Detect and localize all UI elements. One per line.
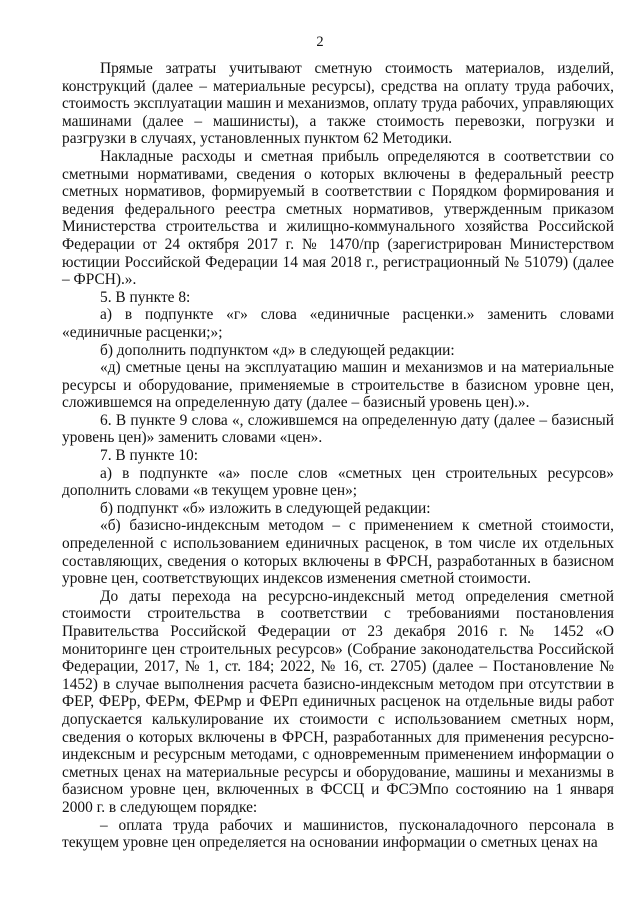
paragraph: «б) базисно-индексным методом – с применением к сметной стоимости, определенной с использованием единичных расценок, в том числе их отдельных составляющих, сведения о которых включены в ФРСН, разработанных в базисном уровне цен, соответствующих индексов изменения сметной стоимости. [62, 517, 614, 588]
document-body [62, 60, 614, 852]
paragraph: – оплата труда рабочих и машинистов, пусконаладочного персонала в текущем уровне цен определяется на основании информации о сметных ценах на [62, 816, 614, 852]
paragraph: б) дополнить подпунктом «д» в следующей редакции: [100, 341, 455, 359]
paragraph: «д) сметные цены на эксплуатацию машин и механизмов и на материальные ресурсы и оборудование, применяемые в строительстве в базисном уровне цен, сложившемся на определенную дату (далее – базисный уровень цен).». [62, 359, 614, 412]
paragraph: а) в подпункте «г» слова «единичные расценки.» заменить словами «единичные расценки;»; [62, 306, 614, 341]
paragraph: а) в подпункте «а» после слов «сметных цен строительных ресурсов» дополнить словами «в текущем уровне цен»; [62, 464, 614, 500]
paragraph: б) подпункт «б» изложить в следующей редакции: [100, 499, 431, 517]
paragraph: 5. В пункте 8: [100, 288, 191, 306]
page-number: 2 [316, 34, 324, 50]
paragraph: Прямые затраты учитывают сметную стоимость материалов, изделий, конструкций (далее – материальные ресурсы), средства на оплату труда рабочих, стоимость эксплуатации машин и механизмов, оплату труда рабочих, управляющих машинами (далее – машинисты), а также стоимость перевозки, погрузки и разгрузки в случаях, установленных пунктом 62 Методики. [62, 60, 614, 148]
paragraph: 7. В пункте 10: [100, 447, 199, 465]
paragraph: 6. В пункте 9 слова «, сложившемся на определенную дату (далее – базисный уровень цен)» заменить словами «цен». [62, 411, 614, 447]
paragraph: До даты перехода на ресурсно-индексный метод определения сметной стоимости строительства в соответствии с требованиями постановления Правительства Российской Федерации от 23 декабря 2016 г. № 1452 «О мониторинге цен строительных ресурсов» (Собрание законодательства Российской Федерации, 2017, № 1, ст. 184; 2022, № 16, ст. 2705) (далее – Постановление № 1452) в случае выполнения расчета базисно-индексным методом при отсутствии в ФЕР, ФЕРр, ФЕРм, ФЕРмр и ФЕРп единичных расценок на отдельные виды работ допускается калькулирование их стоимости с использованием сметных норм, сведения о которых включены в ФРСН, разработанных для применения ресурсно-индексным и ресурсным методами, с одновременным применением информации о сметных ценах на материальные ресурсы и оборудование, машины и механизмы в базисном уровне цен, включенных в ФССЦ и ФСЭМпо состоянию на 1 января 2000 г. в следующем порядке: [62, 587, 614, 816]
paragraph: Накладные расходы и сметная прибыль определяются в соответствии со сметными нормативами, сведения о которых включены в федеральный реестр сметных нормативов, формируемый в соответствии с Порядком формирования и ведения федерального реестра сметных нормативов, утвержденным приказом Министерства строительства и жилищно-коммунального хозяйства Российской Федерации от 24 октября 2017 г. № 1470/пр (зарегистрирован Министерством юстиции Российской Федерации 14 мая 2018 г., регистрационный № 51079) (далее – ФРСН).». [62, 147, 614, 289]
